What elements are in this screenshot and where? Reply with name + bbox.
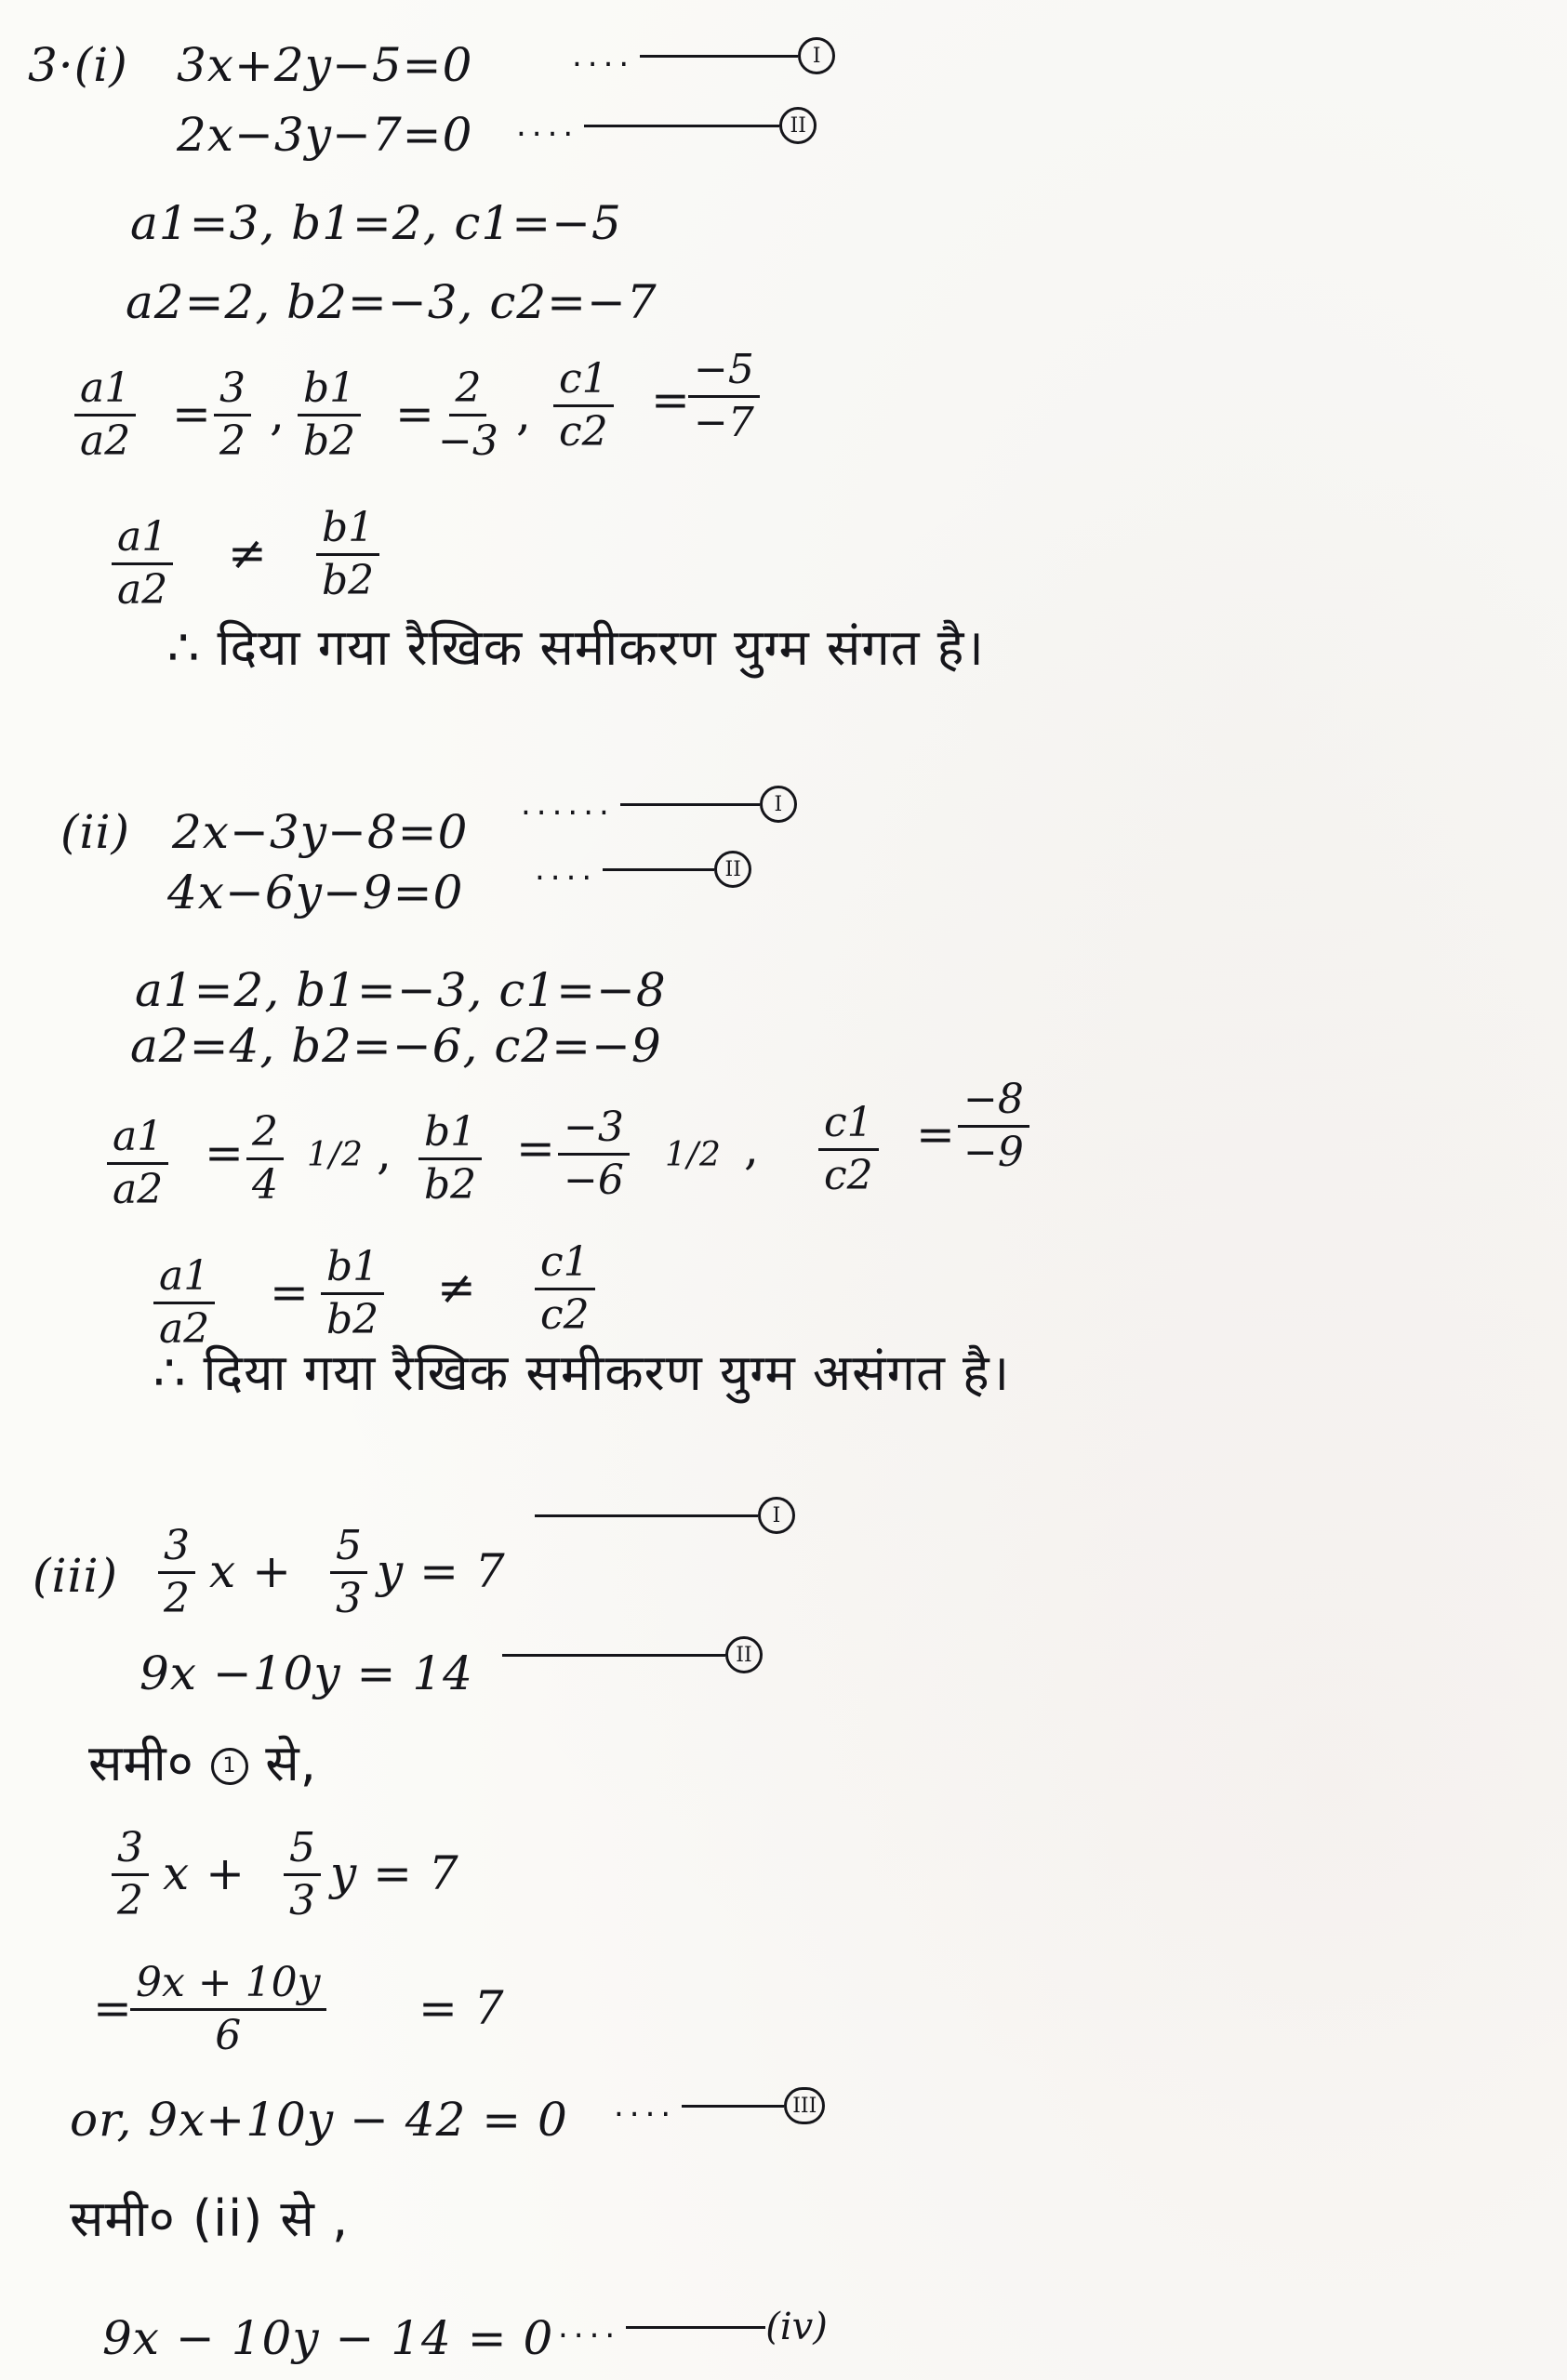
from-equation-1: समी० 1 से,: [88, 1734, 317, 1792]
from-equation-2: समी० (ii) से ,: [70, 2189, 350, 2248]
coefficients-1: a1=2, b1=−3, c1=−8: [135, 963, 667, 1017]
coeff-5-3: $\frac{5}{3}$: [330, 1525, 367, 1620]
ratio-a-simplified: 1/2: [307, 1136, 364, 1174]
step1-rhs: y = 7: [330, 1846, 459, 1900]
ratio-b-value: $\frac{2}{-3}$: [438, 364, 498, 466]
compare-b: $\frac{b1}{b2}$: [321, 1246, 384, 1342]
ratio-b-value: $\frac{-3}{-6}$: [558, 1106, 630, 1202]
equation-2: 9x −10y = 14: [139, 1646, 473, 1700]
ratio-a-symbol: $\frac{a1}{a2}$: [107, 1116, 168, 1211]
coeff-3-2: $\frac{3}{2}$: [158, 1525, 195, 1620]
equation-marker-2: II: [779, 107, 817, 144]
step2-fraction: $\frac{9x + 10y}{6}$: [130, 1962, 326, 2057]
ratio-a-value: $\frac{3}{2}$: [214, 367, 251, 463]
coefficients-1: a1=3, b1=2, c1=−5: [130, 196, 622, 250]
conclusion-1: ∴ दिया गया रैखिक समीकरण युग्म संगत है।: [167, 618, 985, 677]
equation-tag-1: [535, 1497, 795, 1534]
notebook-page: 3·(i) 3x+2y−5=0 .... I 2x−3y−7=0 .... II a1=3, b1=2, c1=−5 a2=2, b2=−3, c2=−7 $\frac{a1}{a2}$ = $\frac{3}{2}$ , $\frac{b1}{b2}$ = $\frac{2}{-3}$ , $\frac{c1}{c2}$ = $\frac{-5}{-7}$ $\frac{a1}{a2}$ ≠ $\frac{b1}{b2}$ ∴ दिया गया रैखिक समीकरण युग्म संगत है। (ii) 2x−3y−8=0 ...... I 4x−6y−9=0 .... II a1=2, b1=−3, c1=−8 a2=4, b2=−6, c2=−9 $\frac{a1}{a2}$ = $\frac{2}{4}$ 1/2 , $\frac{b1}{b2}$ = $\frac{-3}{-6}$ 1/2 , $\frac{c1}{c2}$ = $\frac{-8}{-9}$ $\frac{a1}{a2}$ = $\frac{b1}{b2}$ ≠ $\frac{c1}{c2}$ ∴ दिया गया रैखिक समीकरण युग्म असंगत है। (iii) $\frac{3}{2}$ x + $\frac{5}{3}$ y = 7 I 9x −10y = 14 II समी० 1 से, $\frac{3}{2}$ x + $\frac{5}{3}$ y = 7 = $\frac{9x + 10y}{6}$ = 7 or, 9x+10y − 42 = 0 .... III समी० (ii) से , 9x − 10y − 14 = 0 .... (iv): [0, 0, 1567, 2380]
step1-mid: x +: [163, 1846, 246, 1900]
compare-c: $\frac{c1}{c2}$: [535, 1241, 595, 1337]
ratio-a-symbol: $\frac{a1}{a2}$: [74, 367, 136, 463]
equation-marker-1: I: [758, 1497, 795, 1534]
equation-1-rhs: y = 7: [377, 1544, 506, 1598]
equation-marker-4: (iv): [765, 2306, 828, 2348]
step1-coeff-a: $\frac{3}{2}$: [112, 1827, 149, 1923]
equation-tag-2: .... II: [516, 107, 817, 144]
equation-1: 2x−3y−8=0: [172, 805, 469, 859]
step4-equation: 9x − 10y − 14 = 0: [102, 2311, 554, 2365]
equation-tag-3: .... III: [614, 2087, 825, 2124]
equation-marker-1: I: [760, 786, 797, 823]
ratio-b-simplified: 1/2: [665, 1136, 722, 1174]
conclusion-2: ∴ दिया गया रैखिक समीकरण युग्म असंगत है।: [153, 1343, 1011, 1402]
compare-b: $\frac{b1}{b2}$: [316, 507, 379, 602]
ratio-b-symbol: $\frac{b1}{b2}$: [298, 367, 361, 463]
equation-tag-2: .... II: [535, 851, 751, 888]
step2-rhs: = 7: [418, 1981, 505, 2035]
ratio-b-symbol: $\frac{b1}{b2}$: [418, 1111, 482, 1207]
coefficients-2: a2=2, b2=−3, c2=−7: [126, 275, 657, 329]
step1-coeff-b: $\frac{5}{3}$: [284, 1827, 321, 1923]
coefficients-2: a2=4, b2=−6, c2=−9: [130, 1019, 662, 1073]
equation-marker-2: II: [714, 851, 751, 888]
equation-marker-3: III: [784, 2087, 825, 2124]
equation-tag-4: .... (iv): [558, 2306, 828, 2348]
equation-marker-2: II: [725, 1636, 763, 1673]
not-equal-sign: ≠: [437, 1261, 476, 1315]
equation-ref-1: 1: [211, 1748, 248, 1785]
equation-1-mid: x +: [209, 1544, 292, 1598]
step2-equals: =: [93, 1981, 132, 2035]
step3-equation: or, 9x+10y − 42 = 0: [70, 2093, 568, 2147]
equation-2: 2x−3y−7=0: [177, 108, 473, 162]
question-number: 3·(i): [28, 38, 128, 92]
ratio-c-value: $\frac{-8}{-9}$: [958, 1078, 1029, 1174]
question-number: (iii): [33, 1549, 118, 1603]
compare-a: $\frac{a1}{a2}$: [153, 1255, 215, 1351]
equation-marker-1: I: [798, 37, 835, 74]
ratio-c-symbol: $\frac{c1}{c2}$: [818, 1102, 879, 1197]
ratio-c-symbol: $\frac{c1}{c2}$: [553, 358, 614, 454]
ratio-a-value: $\frac{2}{4}$: [246, 1111, 284, 1207]
equation-tag-2: [502, 1636, 763, 1673]
not-equal-sign: ≠: [228, 526, 267, 580]
equation-tag-1: .... I: [572, 37, 835, 74]
equals-sign: =: [270, 1265, 309, 1319]
equation-tag-1: ...... I: [521, 786, 797, 823]
equation-2: 4x−6y−9=0: [167, 866, 464, 919]
ratio-c-value: $\frac{-5}{-7}$: [688, 349, 760, 444]
equation-1: 3x+2y−5=0: [177, 38, 473, 92]
question-number: (ii): [60, 805, 130, 859]
compare-a: $\frac{a1}{a2}$: [112, 516, 173, 612]
